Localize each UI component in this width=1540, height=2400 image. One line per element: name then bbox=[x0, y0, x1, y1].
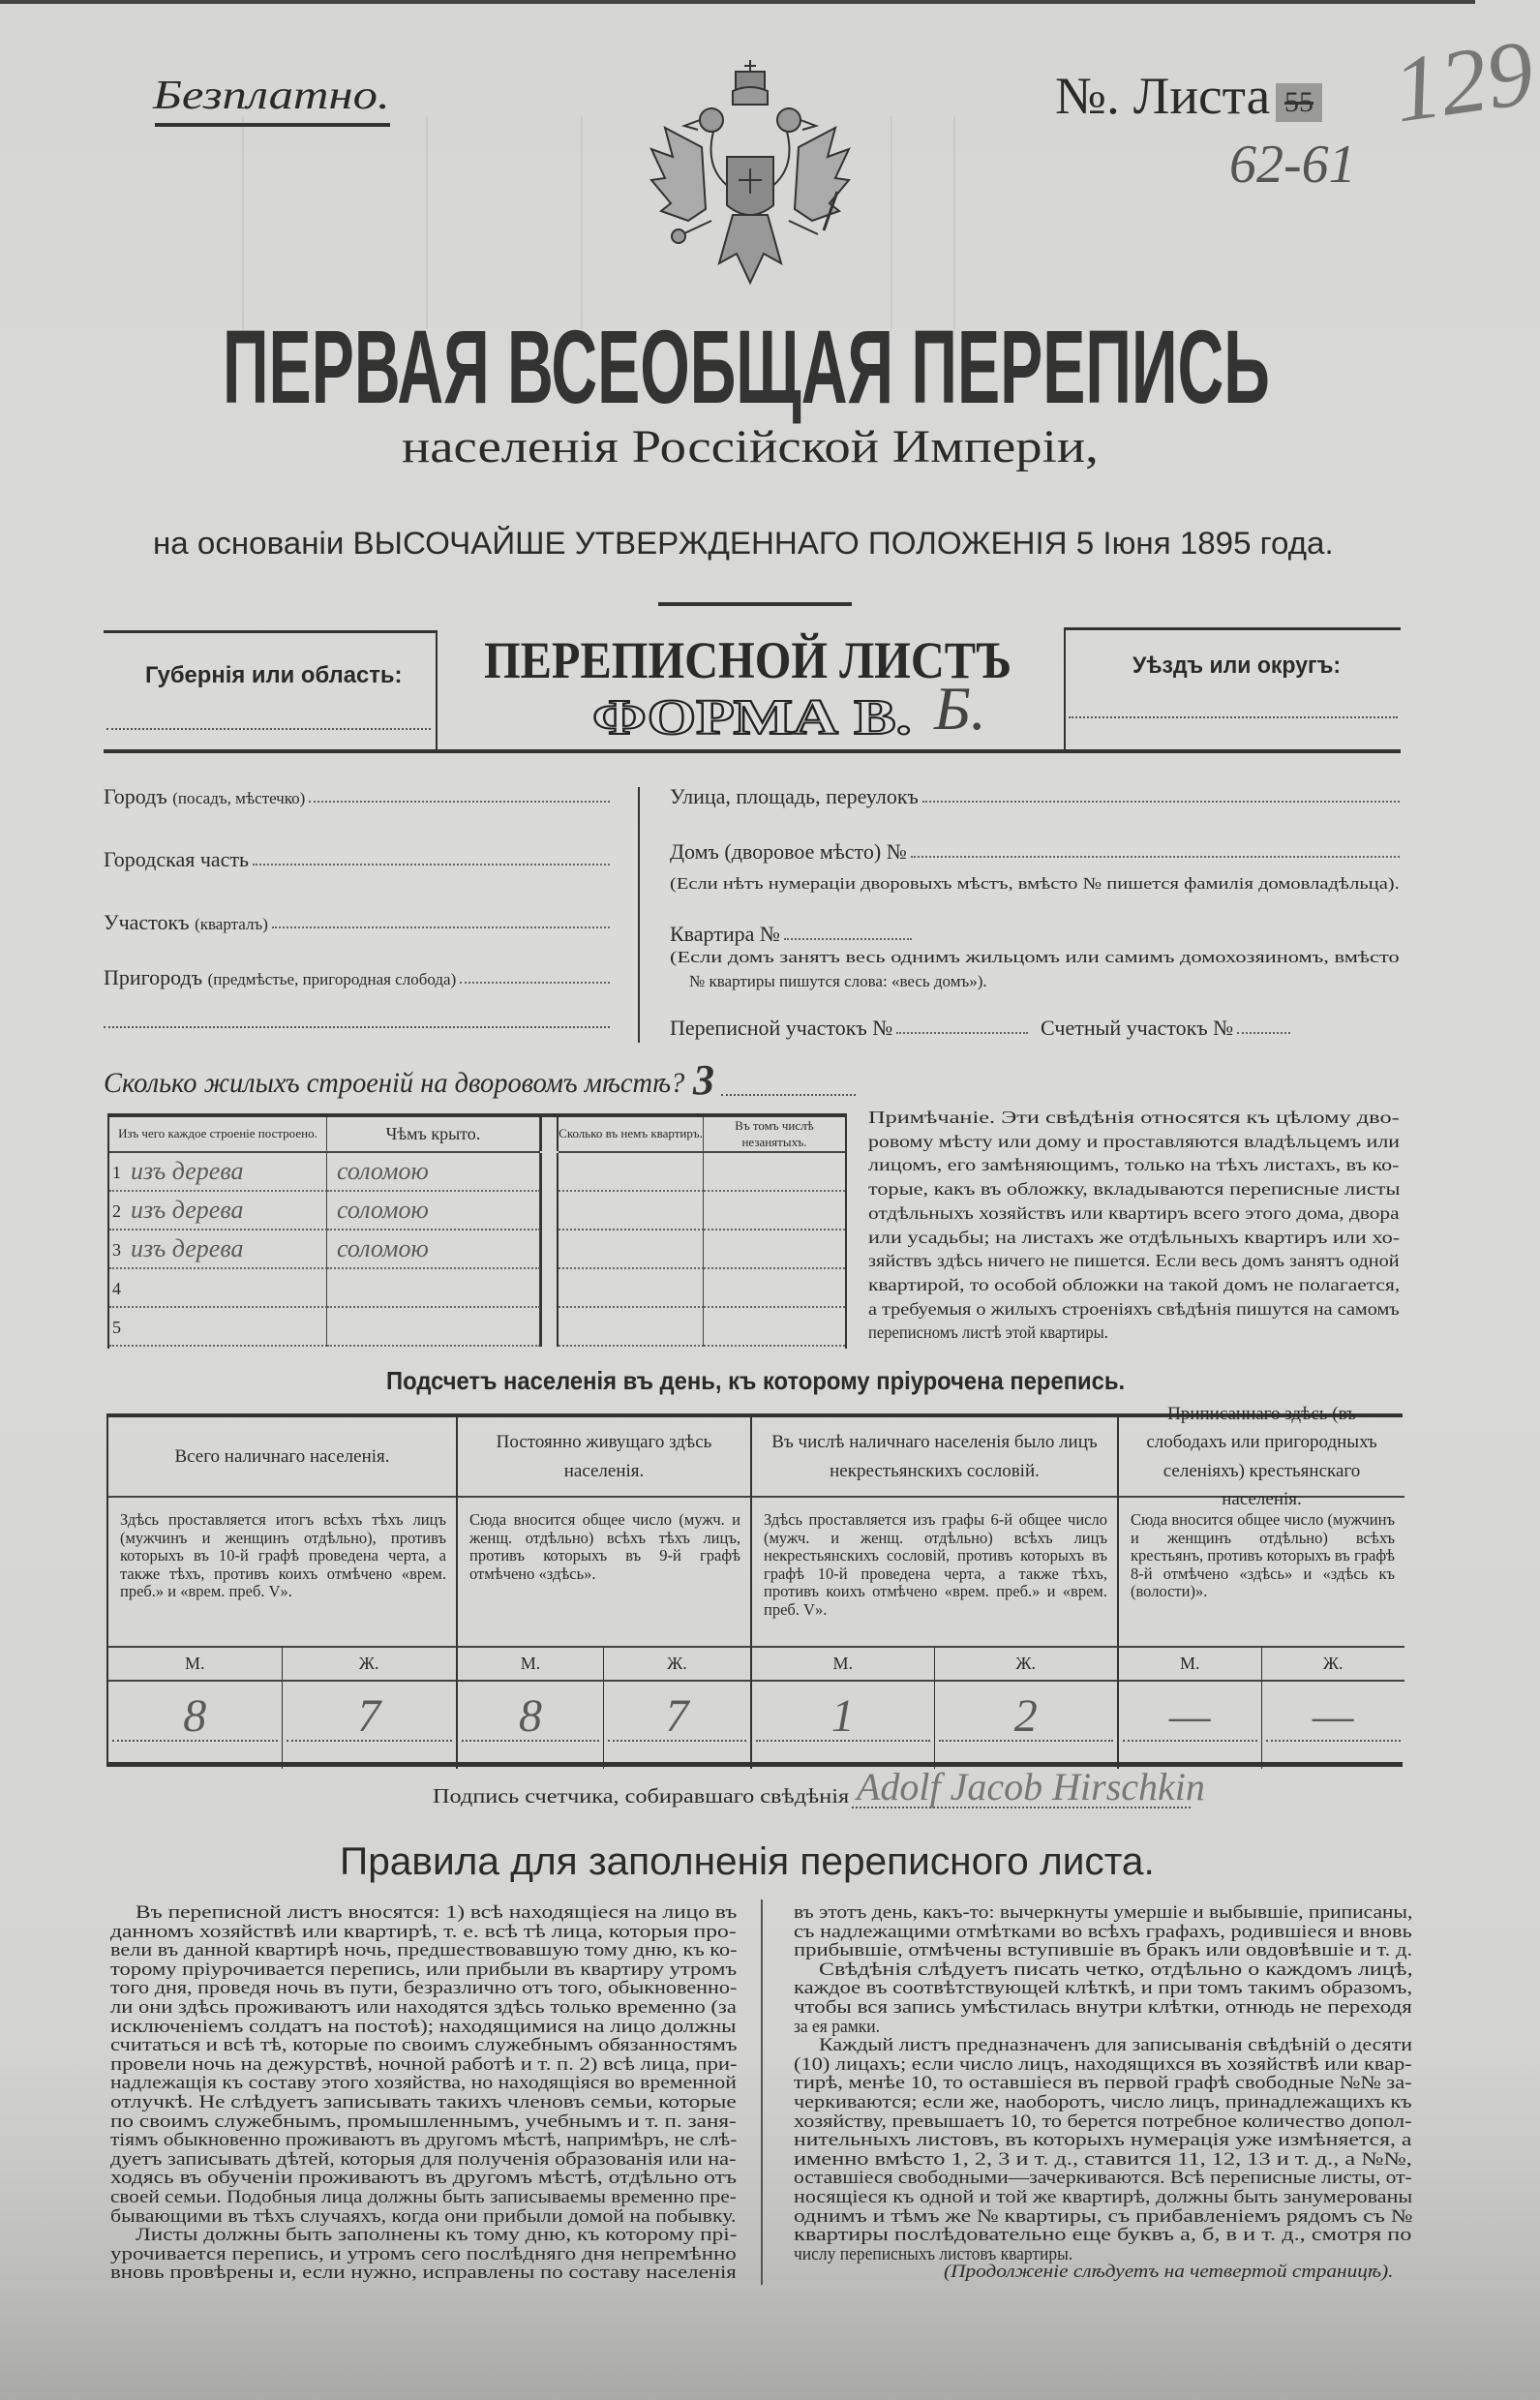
rules-text-line: вновь провѣрены и, если нужно, исправлены по составу населенія bbox=[110, 2263, 737, 2284]
rules-heading: Правила для заполненія переписного листа. bbox=[340, 1840, 1155, 1883]
row-number: 1 bbox=[112, 1163, 121, 1182]
divider bbox=[658, 602, 852, 606]
material-value: изъ дерева bbox=[131, 1157, 244, 1185]
vacant-cell[interactable] bbox=[704, 1308, 845, 1347]
note-line: а требуемыя о жилыхъ строеніяхъ свѣдѣнія пишутся на самомъ bbox=[868, 1298, 1400, 1319]
document-title: ПЕРВАЯ ВСЕОБЩАЯ ПЕРЕПИСЬ bbox=[223, 308, 1270, 425]
col-header-apartments: Сколько въ немъ квартиръ. bbox=[559, 1117, 704, 1153]
dotted-leader bbox=[253, 864, 610, 866]
rules-text-line: Каждый листъ предназначенъ для записыванія свѣдѣній о десяти bbox=[819, 2035, 1412, 2056]
count-district-label: Счетный участокъ № bbox=[1041, 1016, 1234, 1040]
male-count: — bbox=[1168, 1690, 1211, 1742]
roof-value: соломою bbox=[337, 1196, 429, 1224]
city-part-label: Городская часть bbox=[104, 847, 250, 871]
rules-text-line: дуетъ записывать дѣтей, которыя для полученія образованія или на- bbox=[110, 2148, 737, 2170]
rules-text-line: именно вмѣсто 1, 2, 3 и т. д., ставится 11, 12, 13 и т. д., а №№, bbox=[794, 2148, 1412, 2170]
handwritten-sheet-number: 129 bbox=[1387, 19, 1540, 142]
apartment-note: (Если домъ занятъ весь однимъ жильцомъ или самимъ домохозяиномъ, вмѣсто bbox=[670, 948, 1400, 966]
bleed-through-rule bbox=[242, 116, 244, 329]
building-row bbox=[109, 1153, 845, 1192]
apartment-label: Квартира № bbox=[670, 922, 780, 946]
printed-sheet-number: 55 bbox=[1276, 83, 1322, 122]
double-rule bbox=[540, 1153, 559, 1192]
street-label: Улица, площадь, переулокъ bbox=[670, 784, 919, 808]
rules-text-line: провели ночь на дежурствѣ, ночной работѣ и т. п. 2) всѣ лица, при- bbox=[110, 2053, 738, 2075]
note-line: лицомъ, его замѣняющимъ, только на тѣхъ листахъ, въ ко- bbox=[868, 1155, 1400, 1175]
form-label: ФОРМА В. bbox=[592, 690, 912, 745]
row-number: 3 bbox=[112, 1240, 121, 1260]
rules-text-line: бывающими въ тѣхъ случаяхъ, когда они прибыли домой на побывку. bbox=[110, 2205, 737, 2227]
rules-text-line: вели въ данной квартирѣ ночь, предшествовавшую тому дню, къ ко- bbox=[110, 1940, 738, 1961]
street-field[interactable] bbox=[670, 780, 1400, 809]
sheet-number-label: №. Листа bbox=[1055, 67, 1271, 125]
rules-text-line: Свѣдѣнія слѣдуетъ писать четко, отдѣльно о каждомъ лицѣ, bbox=[819, 1959, 1413, 1980]
rules-text-line: однимъ и тѣмъ же № квартиры, съ прибавленіемъ рядомъ съ № bbox=[794, 2205, 1413, 2227]
rules-text-line: за ея рамки. bbox=[794, 2016, 880, 2037]
roof-cell[interactable] bbox=[327, 1192, 540, 1230]
material-cell[interactable] bbox=[109, 1153, 327, 1192]
column-divider bbox=[761, 1899, 763, 2285]
population-column-description: Здѣсь проставляется изъ графы 6-й общее число (мужч. и женщ. отдѣльно) всѣхъ лицъ некрестьянскихъ сословій, противъ которыхъ въ графѣ 10-й проведена черта, а также тѣхъ, противъ коихъ отмѣчено «врем. преб.» и «врем. преб. V». bbox=[752, 1498, 1117, 1648]
rules-text-line: черкиваются; если же, наоборотъ, число лицъ, принадлежащихъ къ bbox=[794, 2092, 1412, 2112]
male-label: М. bbox=[458, 1648, 604, 1682]
house-label: Домъ (дворовое мѣсто) № bbox=[670, 839, 907, 864]
note-line: или усадьбы; на листахъ же отдѣльныхъ квартиръ или хо- bbox=[868, 1227, 1401, 1247]
col-header-roof: Чѣмъ крыто. bbox=[327, 1117, 540, 1153]
sheet-title: ПЕРЕПИСНОЙ ЛИСТЪ bbox=[484, 631, 1012, 689]
rules-text-line: съ надлежащими отмѣтками во всѣхъ графахъ, родившіеся и вновь bbox=[794, 1921, 1412, 1942]
precinct-field[interactable] bbox=[104, 906, 610, 935]
female-count-cell[interactable] bbox=[604, 1682, 750, 1769]
material-value: изъ дерева bbox=[131, 1234, 244, 1262]
row-number: 2 bbox=[112, 1201, 121, 1221]
census-district-field[interactable] bbox=[670, 1012, 1028, 1041]
rules-text-line: числу переписныхъ листовъ квартиры. bbox=[794, 2243, 1073, 2264]
male-label: М. bbox=[752, 1648, 935, 1682]
box-rule bbox=[1064, 627, 1401, 630]
rules-text-line: по своимъ служебнымъ, промышленнымъ, учебнымъ и т. п. заня- bbox=[110, 2111, 737, 2132]
dotted-leader bbox=[1237, 1032, 1290, 1034]
count-district-field[interactable] bbox=[1041, 1012, 1290, 1041]
female-label: Ж. bbox=[1262, 1648, 1405, 1682]
dotted-leader bbox=[784, 938, 912, 940]
bleed-through-rule bbox=[426, 116, 428, 329]
rules-text-line: тіямъ обыкновенно проживаютъ въ другомъ мѣстѣ, напримѣръ, не слѣ- bbox=[110, 2130, 738, 2151]
note-line: отдѣльныхъ хозяйствъ или квартиръ всего этого дома, двора bbox=[868, 1202, 1400, 1223]
province-label: Губернія или область: bbox=[145, 662, 403, 688]
rules-text-line: тирѣ, менѣе 10, то оставшіеся въ первой графѣ свободные №№ за- bbox=[794, 2073, 1412, 2094]
rules-text-line: надлежащія къ составу этого хозяйства, но находящіяся во временной bbox=[110, 2073, 737, 2094]
note-line: торые, какъ въ обложку, вкладываются переписные листы bbox=[868, 1179, 1401, 1200]
scan-edge bbox=[0, 0, 1475, 4]
apartments-cell[interactable] bbox=[559, 1230, 704, 1269]
house-note: (Если нѣтъ нумераціи дворовыхъ мѣстъ, вмѣсто № пишется фамилія домовладѣльца). bbox=[670, 874, 1400, 893]
vacant-cell[interactable] bbox=[704, 1192, 845, 1230]
town-label: Городъ bbox=[104, 784, 167, 808]
male-label: М. bbox=[1119, 1648, 1262, 1682]
population-column bbox=[108, 1417, 458, 1769]
rules-text-line: оставшіеся свободными—зачеркиваются. Всѣ переписные листы, от- bbox=[794, 2168, 1412, 2189]
roof-cell[interactable] bbox=[327, 1269, 540, 1308]
buildings-answer: 3 bbox=[693, 1056, 714, 1104]
suburb-label: Пригородъ bbox=[104, 965, 203, 989]
population-column-description: Сюда вносится общее число (мужч. и женщ. отдѣльно) всѣхъ тѣхъ лицъ, противъ которыхъ въ 9-й графѣ отмѣчено «здѣсь». bbox=[458, 1498, 750, 1648]
buildings-question: Сколько жилыхъ строеній на дворовомъ мѣстѣ? bbox=[104, 1067, 685, 1099]
col-header-material: Изъ чего каждое строеніе построено. bbox=[109, 1117, 327, 1153]
dotted-leader bbox=[896, 1032, 1028, 1034]
row-number: 5 bbox=[112, 1318, 121, 1337]
rules-text-line: урочивается перепись, и утромъ сего послѣдняго дня непремѣнно bbox=[110, 2243, 737, 2264]
note-line: Примѣчаніе. Эти свѣдѣнія относятся къ цѣлому дво- bbox=[868, 1108, 1400, 1127]
precinct-label: Участокъ bbox=[104, 910, 190, 934]
apartments-cell[interactable] bbox=[559, 1192, 704, 1230]
city-part-field[interactable] bbox=[104, 843, 610, 872]
female-count-cell[interactable] bbox=[1262, 1682, 1405, 1769]
document-subtitle: населенія Россійской Имперіи, bbox=[402, 421, 1099, 472]
building-row bbox=[109, 1192, 845, 1230]
female-count-cell[interactable] bbox=[283, 1682, 457, 1769]
continuation-note: (Продолженіе слѣдуетъ на четвертой страницѣ). bbox=[944, 2262, 1394, 2282]
rules-text-line: торому пріурочивается перепись, или прибыли въ квартиру утромъ bbox=[110, 1959, 738, 1980]
buildings-answer-field[interactable] bbox=[721, 1094, 856, 1096]
extra-address-field[interactable] bbox=[104, 1026, 610, 1028]
female-label: Ж. bbox=[283, 1648, 457, 1682]
box-rule bbox=[104, 749, 1401, 753]
rules-text-line: ходясь въ обученіи проживаютъ въ другомъ мѣстѣ, отдѣльно отъ bbox=[110, 2168, 737, 2189]
rules-text-line: нительныхъ листовъ, въ которыхъ нумерація уже измѣняется, а bbox=[794, 2130, 1412, 2151]
district-field[interactable] bbox=[1069, 716, 1398, 718]
male-count: 1 bbox=[830, 1690, 855, 1742]
apartments-cell[interactable] bbox=[559, 1308, 704, 1347]
building-row bbox=[109, 1269, 845, 1308]
male-count-cell[interactable] bbox=[458, 1682, 604, 1769]
house-field[interactable] bbox=[670, 835, 1400, 865]
district-label: Уѣздъ или округъ: bbox=[1132, 653, 1342, 679]
male-count-cell[interactable] bbox=[108, 1682, 283, 1769]
population-column-title: Приписаннаго здѣсь (въ слободахъ или пригородныхъ селеніяхъ) крестьянскаго населенія. bbox=[1119, 1417, 1404, 1498]
apartments-cell[interactable] bbox=[559, 1269, 704, 1308]
female-label: Ж. bbox=[935, 1648, 1118, 1682]
rules-text-line: хозяйству, превышаетъ 10, то берется потребное количество допол- bbox=[794, 2111, 1412, 2132]
bleed-through-rule bbox=[581, 116, 583, 329]
roof-value: соломою bbox=[337, 1157, 429, 1185]
suburb-hint: (предмѣстье, пригородная слобода) bbox=[207, 970, 457, 988]
rules-text-line: чтобы вся запись умѣстилась внутри клѣтки, отнюдь не переходя bbox=[794, 1997, 1412, 2018]
handwritten-form-letter: Б. bbox=[934, 674, 986, 743]
rules-text-line: того дня, проведя ночь въ пути, безразлично отъ того, обыкновенно- bbox=[110, 1978, 738, 1999]
population-column-title: Постоянно живущаго здѣсь населенія. bbox=[458, 1417, 750, 1498]
population-column-title: Всего наличнаго населенія. bbox=[108, 1417, 456, 1498]
building-row bbox=[109, 1230, 845, 1269]
buildings-table-header bbox=[109, 1117, 845, 1153]
building-row bbox=[109, 1308, 845, 1347]
population-heading: Подсчетъ населенія въ день, къ которому пріурочена перепись. bbox=[386, 1366, 1126, 1395]
female-count: 2 bbox=[1013, 1690, 1038, 1742]
apartment-note-cont: № квартиры пишутся слова: «весь домъ»). bbox=[689, 972, 987, 990]
town-hint: (посадъ, мѣстечко) bbox=[172, 789, 306, 807]
female-count: 7 bbox=[357, 1690, 381, 1742]
male-count-cell[interactable] bbox=[1119, 1682, 1262, 1769]
vacant-cell[interactable] bbox=[704, 1269, 845, 1308]
roof-cell[interactable] bbox=[327, 1230, 540, 1269]
box-rule bbox=[1064, 627, 1066, 750]
vacant-cell[interactable] bbox=[704, 1230, 845, 1269]
roof-cell[interactable] bbox=[327, 1308, 540, 1347]
rules-text-line: прибывшіе, отмѣчены вступившіе въ бракъ или овдовѣвшіе и т. д. bbox=[794, 1940, 1413, 1961]
rules-text-line: Листы должны быть заполнены къ тому дню, къ которому прі- bbox=[136, 2225, 738, 2246]
apartments-cell[interactable] bbox=[559, 1153, 704, 1192]
note-line: ровому мѣсту или дому и проставляются владѣльцемъ или bbox=[868, 1131, 1400, 1151]
suburb-field[interactable] bbox=[104, 961, 610, 990]
population-column-description: Здѣсь проставляется итогъ всѣхъ тѣхъ лицъ (мужчинъ и женщинъ отдѣльно), противъ которыхъ въ 10-й графѣ проведена черта, а также тѣхъ, противъ коихъ отмѣчено «врем. преб.» и «врем. преб. V». bbox=[108, 1498, 456, 1648]
vacant-cell[interactable] bbox=[704, 1153, 845, 1192]
dotted-leader bbox=[272, 927, 610, 928]
dotted-leader bbox=[922, 801, 1400, 803]
col-header-vacant: Въ томъ числѣ незанятыхъ. bbox=[704, 1117, 845, 1153]
rules-text-line: данномъ хозяйствѣ или квартирѣ, т. е. всѣ тѣ лица, которыя про- bbox=[110, 1921, 737, 1942]
bleed-through-rule bbox=[953, 116, 955, 329]
imperial-eagle-emblem-icon bbox=[644, 60, 857, 292]
census-district-label: Переписной участокъ № bbox=[670, 1016, 893, 1040]
population-column bbox=[1119, 1403, 1404, 1769]
address-divider bbox=[638, 787, 640, 1043]
double-rule bbox=[540, 1117, 559, 1151]
rules-text-line: ли они здѣсь проживаютъ или находятся здѣсь только временно (за bbox=[110, 1997, 737, 2018]
double-rule bbox=[540, 1192, 559, 1230]
population-column-title: Въ числѣ наличнаго населенія было лицъ некрестьянскихъ сословій. bbox=[752, 1417, 1117, 1498]
apartment-field[interactable] bbox=[670, 918, 912, 947]
rules-text-line: квартиры послѣдовательно еще буквъ а, б, в и т. д., смотря по bbox=[794, 2225, 1412, 2246]
handwritten-sheet-range: 62-61 bbox=[1229, 135, 1356, 195]
box-rule bbox=[436, 630, 438, 750]
row-number: 4 bbox=[112, 1279, 121, 1298]
rules-text-line: считаться и всѣ тѣ, которые по своимъ служебнымъ обязанностямъ bbox=[110, 2035, 738, 2056]
box-rule bbox=[104, 630, 436, 633]
note-line: зяйствъ здѣсь ничего не пишется. Если весь домъ занятъ одной bbox=[868, 1251, 1400, 1271]
material-cell[interactable] bbox=[109, 1269, 327, 1308]
rules-text-line: (10) лицахъ; если число лицъ, находящихся въ хозяйствѣ или квар- bbox=[794, 2053, 1412, 2075]
dotted-leader bbox=[309, 801, 610, 803]
roof-value: соломою bbox=[337, 1234, 429, 1262]
female-count: — bbox=[1312, 1690, 1354, 1742]
rules-text-line: своей семьи. Подобныя лица должны быть записываемы временно пре- bbox=[110, 2187, 737, 2207]
note-line: квартирой, то особой обложки на такой домъ не полагается, bbox=[868, 1274, 1401, 1294]
male-label: М. bbox=[108, 1648, 283, 1682]
precinct-hint: (кварталъ) bbox=[195, 915, 268, 933]
free-label-underline bbox=[155, 123, 390, 127]
material-cell[interactable] bbox=[109, 1308, 327, 1347]
rules-text-line: Въ переписной листъ вносятся: 1) всѣ находящіеся на лицо въ bbox=[136, 1902, 738, 1923]
rules-text-line: отлучкѣ. Не слѣдуетъ записывать такихъ членовъ семьи, которые bbox=[110, 2092, 737, 2112]
legal-basis: на основаніи ВЫСОЧАЙШЕ УТВЕРЖДЕННАГО ПОЛОЖЕНІЯ 5 Іюня 1895 года. bbox=[153, 526, 1334, 561]
female-label: Ж. bbox=[604, 1648, 750, 1682]
buildings-table bbox=[107, 1113, 847, 1349]
rules-text-line: въ этотъ день, какъ-то: вычеркнуты умершіе и выбывшіе, приписаны, bbox=[794, 1902, 1413, 1923]
roof-cell[interactable] bbox=[327, 1153, 540, 1192]
male-count-cell[interactable] bbox=[752, 1682, 935, 1769]
signature-value: Adolf Jacob Hirschkin bbox=[857, 1765, 1205, 1808]
dotted-leader bbox=[460, 982, 610, 984]
double-rule bbox=[540, 1230, 559, 1269]
male-count: 8 bbox=[519, 1690, 542, 1742]
material-cell[interactable] bbox=[109, 1192, 327, 1230]
population-column bbox=[752, 1417, 1119, 1769]
rules-text-line: носящіеся къ одной и той же квартирѣ, должны быть занумерованы bbox=[794, 2187, 1413, 2207]
population-table bbox=[106, 1403, 1403, 1767]
male-count: 8 bbox=[183, 1690, 207, 1742]
dotted-leader bbox=[911, 856, 1400, 858]
rules-text-line: каждое въ соотвѣтствующей клѣткѣ, и при томъ такимъ образомъ, bbox=[794, 1978, 1413, 1999]
female-count: 7 bbox=[665, 1690, 689, 1742]
population-column-description: Сюда вносится общее число (мужчинъ и женщинъ отдѣльно) всѣхъ крестьянъ, противъ которыхъ въ графѣ 8-й отмѣчено «здѣсь» и «здѣсь къ (волости)». bbox=[1119, 1498, 1404, 1648]
double-rule bbox=[540, 1308, 559, 1347]
double-rule bbox=[540, 1269, 559, 1308]
rules-text-line: исключеніемъ солдатъ на постоѣ); находящимися на лицо должны bbox=[110, 2016, 737, 2037]
signature-label: Подпись счетчика, собиравшаго свѣдѣнія bbox=[433, 1784, 850, 1808]
population-column bbox=[458, 1417, 752, 1769]
town-field[interactable] bbox=[104, 780, 610, 809]
note-line: переписномъ листѣ этой квартиры. bbox=[868, 1322, 1108, 1343]
material-value: изъ дерева bbox=[131, 1196, 244, 1224]
female-count-cell[interactable] bbox=[935, 1682, 1118, 1769]
material-cell[interactable] bbox=[109, 1230, 327, 1269]
free-label: Безплатно. bbox=[153, 74, 390, 118]
bleed-through-rule bbox=[891, 116, 892, 329]
province-field[interactable] bbox=[106, 728, 431, 730]
